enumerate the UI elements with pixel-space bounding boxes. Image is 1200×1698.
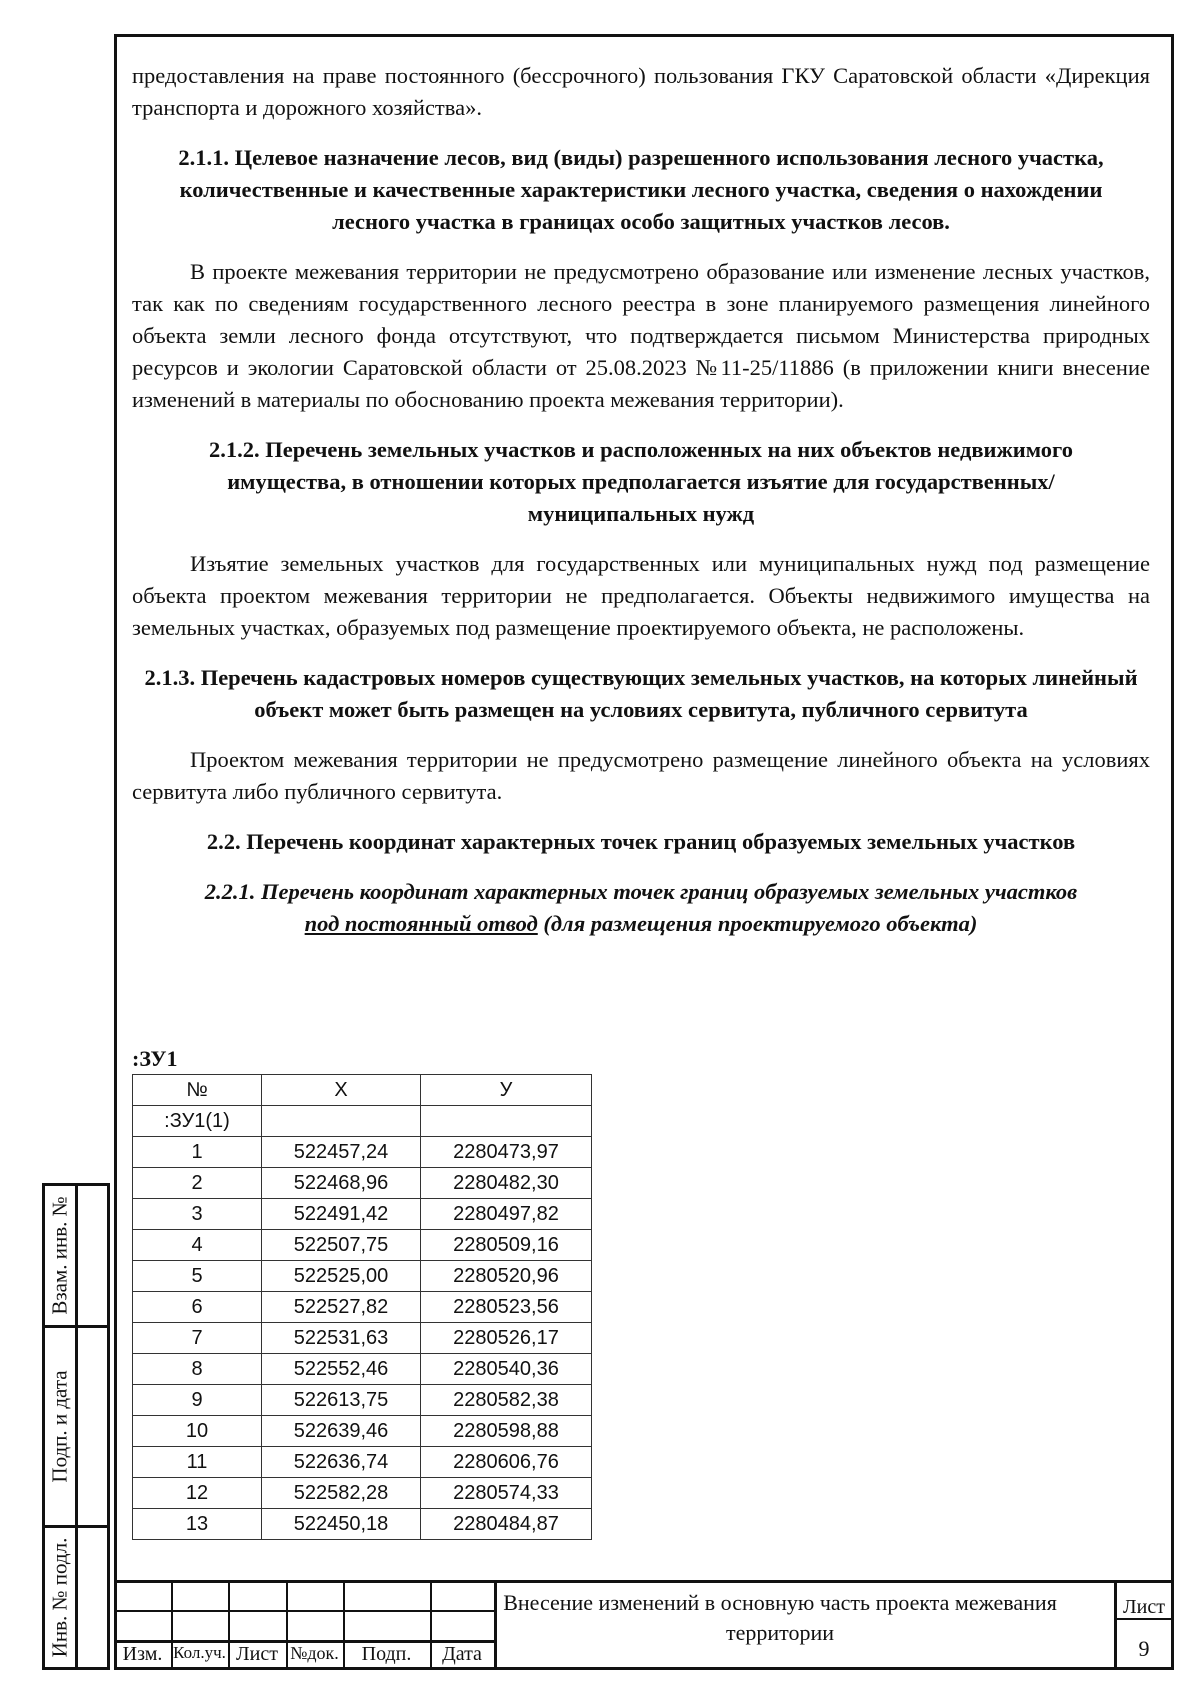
paragraph-servitude: Проектом межевания территории не предусмотрено размещение линейного объекта на условиях сервитута либо публичного сервитута. bbox=[132, 747, 1150, 804]
sheet-number: 9 bbox=[1138, 1636, 1150, 1661]
point-number-cell: 9 bbox=[133, 1385, 262, 1416]
x-cell: 522507,75 bbox=[262, 1230, 421, 1261]
subheader-cell: :ЗУ1(1) bbox=[133, 1106, 262, 1137]
y-cell: 2280473,97 bbox=[421, 1137, 592, 1168]
y-cell: 2280523,56 bbox=[421, 1292, 592, 1323]
table-header-row bbox=[133, 1075, 592, 1106]
x-cell: 522450,18 bbox=[262, 1509, 421, 1540]
point-number-cell: 2 bbox=[133, 1168, 262, 1199]
heading-2-2-1 bbox=[192, 876, 1090, 940]
x-cell: 522468,96 bbox=[262, 1168, 421, 1199]
header-cell-x: X bbox=[262, 1075, 421, 1106]
y-cell: 2280582,38 bbox=[421, 1385, 592, 1416]
side-stamp-vzam bbox=[42, 1183, 110, 1328]
point-number-cell: 13 bbox=[133, 1509, 262, 1540]
table-row bbox=[133, 1230, 592, 1261]
heading-2-2-1-tail: (для размещения проектируемого объекта) bbox=[537, 911, 978, 936]
table-row bbox=[133, 1199, 592, 1230]
table-row bbox=[133, 1261, 592, 1292]
x-cell: 522491,42 bbox=[262, 1199, 421, 1230]
heading-2-1-1: 2.1.1. Целевое назначение лесов, вид (виды) разрешенного использования лесного участка, количественные и качественные характеристики лесного участка, сведения о нахождении лесного участка в границах особо защитных участков лесов. bbox=[178, 145, 1104, 234]
x-cell: 522636,74 bbox=[262, 1447, 421, 1478]
side-label-vzam: Взам. инв. № bbox=[47, 1196, 72, 1315]
point-number-cell: 5 bbox=[133, 1261, 262, 1292]
x-cell: 522457,24 bbox=[262, 1137, 421, 1168]
y-cell: 2280484,87 bbox=[421, 1509, 592, 1540]
zu-label: :ЗУ1 bbox=[132, 1046, 178, 1071]
y-cell: 2280598,88 bbox=[421, 1416, 592, 1447]
empty-cell bbox=[421, 1106, 592, 1137]
y-cell: 2280509,16 bbox=[421, 1230, 592, 1261]
x-cell: 522582,28 bbox=[262, 1478, 421, 1509]
x-cell: 522531,63 bbox=[262, 1323, 421, 1354]
x-cell: 522525,00 bbox=[262, 1261, 421, 1292]
side-stamp-podp bbox=[42, 1325, 110, 1528]
caption-izm: Изм. bbox=[122, 1643, 163, 1665]
table-subheader-row bbox=[133, 1106, 592, 1137]
side-label-podp: Подп. и дата bbox=[47, 1370, 72, 1483]
y-cell: 2280606,76 bbox=[421, 1447, 592, 1478]
x-cell: 522639,46 bbox=[262, 1416, 421, 1447]
paragraph-forest: В проекте межевания территории не предусмотрено образование или изменение лесных участков, так как по сведениям государственного лесного реестра в зоне планируемого размещения линейного объекта земли лесного фонда отсутствуют, что подтверждается письмом Министерства природных ресурсов и экологии Саратовской области от 25.08.2023 №11-25/11886 (в приложении книги внесение изменений в материалы по обоснованию проекта межевания территории). bbox=[132, 259, 1150, 412]
heading-2-2: 2.2. Перечень координат характерных точек границ образуемых земельных участков bbox=[206, 829, 1076, 854]
table-row bbox=[133, 1137, 592, 1168]
point-number-cell: 6 bbox=[133, 1292, 262, 1323]
header-cell-number: № bbox=[133, 1075, 262, 1106]
sheet-label: Лист bbox=[1123, 1596, 1165, 1618]
x-cell: 522527,82 bbox=[262, 1292, 421, 1323]
table-row bbox=[133, 1416, 592, 1447]
caption-podp: Подп. bbox=[361, 1643, 412, 1665]
y-cell: 2280520,96 bbox=[421, 1261, 592, 1292]
paragraph-seizure: Изъятие земельных участков для государственных или муниципальных нужд под размещение объекта проектом межевания территории не предполагается. Объекты недвижимого имущества на земельных участках, образуемых под размещение проектируемого объекта, не расположены. bbox=[132, 551, 1150, 640]
table-row bbox=[133, 1292, 592, 1323]
table-row bbox=[133, 1323, 592, 1354]
document-body bbox=[132, 60, 1150, 940]
y-cell: 2280540,36 bbox=[421, 1354, 592, 1385]
point-number-cell: 4 bbox=[133, 1230, 262, 1261]
paragraph-intro: предоставления на праве постоянного (бессрочного) пользования ГКУ Саратовской области «Дирекция транспорта и дорожного хозяйства». bbox=[132, 63, 1150, 120]
caption-ndok: №док. bbox=[290, 1643, 339, 1663]
caption-koluch: Кол.уч. bbox=[173, 1643, 226, 1662]
x-cell: 522552,46 bbox=[262, 1354, 421, 1385]
y-cell: 2280574,33 bbox=[421, 1478, 592, 1509]
point-number-cell: 7 bbox=[133, 1323, 262, 1354]
y-cell: 2280482,30 bbox=[421, 1168, 592, 1199]
point-number-cell: 1 bbox=[133, 1137, 262, 1168]
table-row bbox=[133, 1447, 592, 1478]
point-number-cell: 10 bbox=[133, 1416, 262, 1447]
y-cell: 2280526,17 bbox=[421, 1323, 592, 1354]
y-cell: 2280497,82 bbox=[421, 1199, 592, 1230]
table-row bbox=[133, 1385, 592, 1416]
side-label-inv: Инв. № подл. bbox=[47, 1537, 72, 1658]
heading-2-1-2: 2.1.2. Перечень земельных участков и расположенных на них объектов недвижимого имущества, в отношении которых предполагается изъятие для государственных/ муниципальных нужд bbox=[209, 437, 1073, 526]
coordinates-table bbox=[132, 1074, 592, 1540]
table-row bbox=[133, 1509, 592, 1540]
heading-2-2-1-text: 2.2.1. Перечень координат характерных точек границ образуемых земельных участков bbox=[204, 879, 1078, 904]
caption-data: Дата bbox=[442, 1643, 482, 1665]
point-number-cell: 11 bbox=[133, 1447, 262, 1478]
point-number-cell: 8 bbox=[133, 1354, 262, 1385]
header-cell-y: У bbox=[421, 1075, 592, 1106]
point-number-cell: 12 bbox=[133, 1478, 262, 1509]
side-stamp-inv bbox=[42, 1525, 110, 1670]
heading-2-1-3: 2.1.3. Перечень кадастровых номеров существующих земельных участков, на которых линейный объект может быть размещен на условиях сервитута, публичного сервитута bbox=[144, 665, 1138, 722]
document-title: Внесение изменений в основную часть проекта межевания территории bbox=[503, 1590, 1057, 1645]
heading-2-2-1-underlined: под постоянный отвод bbox=[304, 911, 538, 936]
table-row bbox=[133, 1354, 592, 1385]
table-row bbox=[133, 1168, 592, 1199]
empty-cell bbox=[262, 1106, 421, 1137]
x-cell: 522613,75 bbox=[262, 1385, 421, 1416]
table-row bbox=[133, 1478, 592, 1509]
caption-list: Лист bbox=[236, 1643, 278, 1665]
point-number-cell: 3 bbox=[133, 1199, 262, 1230]
